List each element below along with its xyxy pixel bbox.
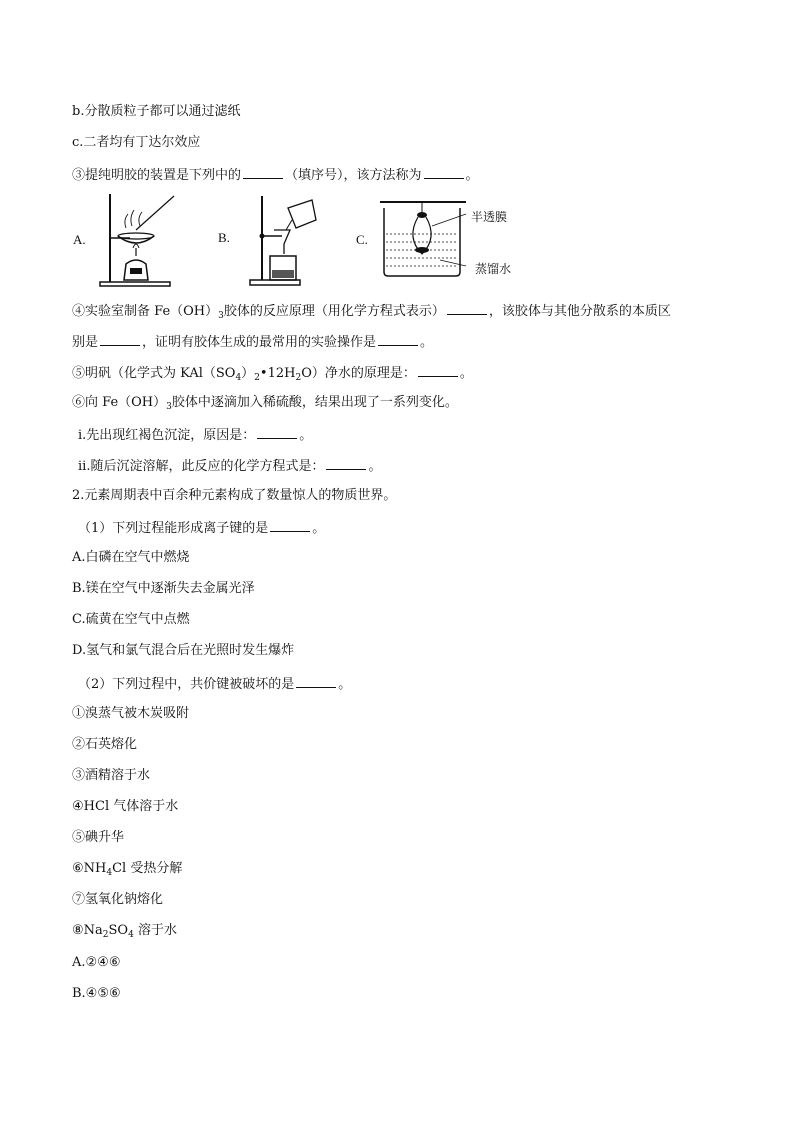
option-b: B.镁在空气中逐渐失去金属光泽	[72, 581, 255, 596]
subscript: 2	[295, 373, 302, 383]
p6-text-b: Cl 受热分解	[112, 861, 183, 876]
question-4-line-2	[72, 333, 433, 351]
answer-blank	[424, 166, 464, 179]
annotation-membrane: 半透膜	[471, 210, 508, 224]
q2-1-text: （1）下列过程能形成离子键的是	[78, 521, 269, 536]
annotation-water: 蒸馏水	[475, 262, 512, 276]
process-1: ①溴蒸气被木炭吸附	[72, 706, 190, 721]
subscript: 4	[106, 868, 113, 878]
q3-text-b: （填序号），该方法称为	[285, 168, 422, 183]
q4-text-e: ，证明有胶体生成的最常用的实验操作是	[142, 335, 377, 350]
option-c-text: c.二者均有丁达尔效应	[72, 135, 201, 150]
figure-label-a: A.	[73, 232, 86, 247]
process-7: ⑦氢氧化钠熔化	[72, 892, 164, 907]
q6-text-a: ⑥向 Fe（OH）	[72, 395, 167, 410]
q2-2-text: （2）下列过程中，共价键被破坏的是	[78, 677, 295, 692]
option-b-text: b.分散质粒子都可以通过滤纸	[72, 104, 241, 119]
answer-blank	[447, 302, 487, 315]
process-8	[72, 923, 177, 943]
q4-text-f: 。	[420, 335, 434, 350]
p6-text-a: ⑥NH	[72, 861, 107, 876]
question-6-part-ii	[78, 457, 381, 475]
process-3: ③酒精溶于水	[72, 768, 151, 783]
answer-blank	[378, 333, 418, 346]
q5-text-b: ）	[241, 366, 255, 381]
subscript: 2	[102, 930, 109, 940]
p8-text-b: SO	[108, 923, 129, 938]
apparatus-a-filtration	[96, 190, 186, 290]
question-3	[72, 166, 479, 184]
q4-text-d: 别是	[72, 335, 99, 350]
p8-text-a: ⑧Na	[72, 923, 103, 938]
subscript: 4	[235, 373, 242, 383]
process-6	[72, 861, 182, 881]
q2-1-end: 。	[312, 521, 326, 536]
q5-text-d: O）净水的原理是：	[301, 366, 416, 381]
question-6	[72, 395, 458, 415]
apparatus-b-funnel	[244, 190, 324, 290]
process-2: ②石英熔化	[72, 737, 138, 752]
answer-blank	[270, 519, 310, 532]
answer-blank	[418, 364, 458, 377]
option-d: D.氢气和氯气混合后在光照时发生爆炸	[72, 643, 295, 658]
q6ii-text: ⅱ.随后沉淀溶解，此反应的化学方程式是：	[78, 459, 325, 474]
question-2-part-1	[78, 519, 325, 537]
answer-option-b: B.④⑤⑥	[72, 986, 121, 1001]
question-6-part-i	[78, 426, 312, 444]
answer-blank	[326, 457, 366, 470]
q6i-end: 。	[299, 428, 313, 443]
question-4-line-1	[72, 302, 671, 324]
option-a: A.白磷在空气中燃烧	[72, 550, 190, 565]
q6ii-end: 。	[368, 459, 382, 474]
q4-text-a: ④实验室制备 Fe（OH）	[72, 304, 219, 319]
q6i-text: ⅰ.先出现红褐色沉淀，原因是：	[78, 428, 256, 443]
q3-text-a: ③提纯明胶的装置是下列中的	[72, 168, 242, 183]
p8-text-c: 溶于水	[133, 923, 177, 938]
answer-blank	[296, 675, 336, 688]
answer-option-a: A.②④⑥	[72, 955, 121, 970]
answer-blank	[243, 166, 283, 179]
answer-blank	[100, 333, 140, 346]
figure-label-c: C.	[356, 232, 368, 247]
q6-text-b: 胶体中逐滴加入稀硫酸，结果出现了一系列变化。	[171, 395, 458, 410]
q2-2-end: 。	[338, 677, 352, 692]
subscript: 3	[218, 311, 224, 321]
figure-label-b: B.	[218, 230, 230, 245]
subscript: 2	[254, 373, 260, 383]
q5-text-e: 。	[459, 366, 473, 381]
q4-text-b: 胶体的反应原理（用化学方程式表示）	[223, 304, 445, 319]
q5-text-a: ⑤明矾（化学式为 KAl（SO	[72, 366, 236, 381]
process-4: ④HCl 气体溶于水	[72, 799, 179, 814]
subscript: 3	[166, 402, 172, 412]
question-2-heading: 2.元素周期表中百余种元素构成了数量惊人的物质世界。	[72, 488, 397, 503]
q4-text-c: ，该胶体与其他分散系的本质区	[488, 304, 671, 319]
process-5: ⑤碘升华	[72, 830, 125, 845]
q3-text-c: 。	[465, 168, 479, 183]
question-5	[72, 364, 473, 386]
subscript: 4	[128, 930, 134, 940]
answer-blank	[257, 426, 297, 439]
option-c: C.硫黄在空气中点燃	[72, 612, 190, 627]
apparatus-c-dialysis	[378, 198, 468, 280]
q5-text-c: •12H	[259, 366, 296, 381]
question-2-part-2	[78, 675, 351, 693]
